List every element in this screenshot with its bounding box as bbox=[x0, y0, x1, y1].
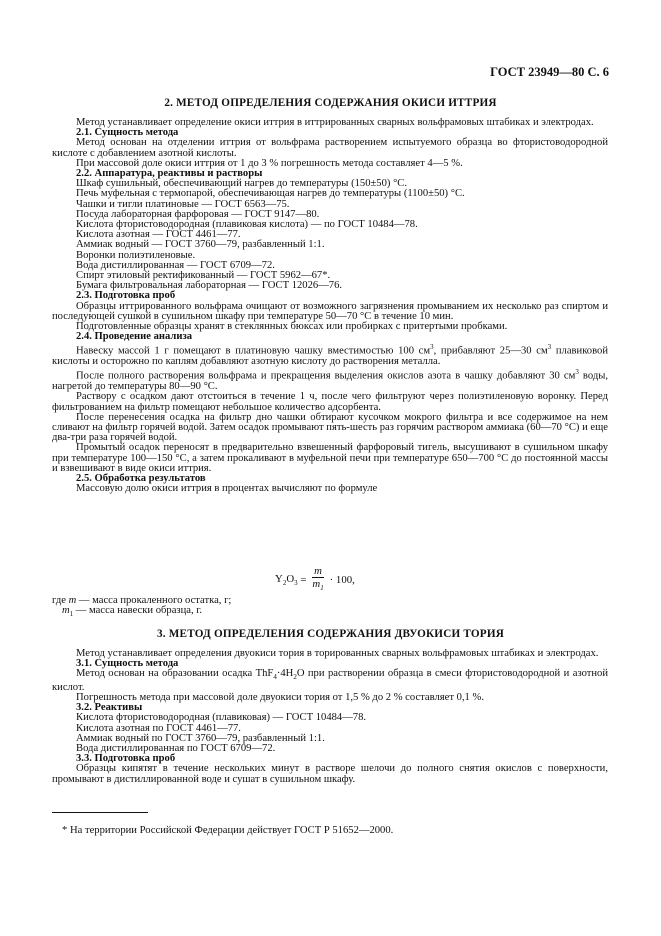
footnote: * На территории Российской Федерации действует ГОСТ Р 51652—2000. bbox=[62, 825, 394, 836]
subsection-3-1-title: 3.1. Сущность метода bbox=[76, 658, 179, 670]
paragraph: Метод основан на отделении иттрия от вольфрама растворением испытуемого образца во фтористоводородной кислоте с добавлением азотной кислоты. bbox=[52, 137, 608, 159]
subsection-3-2-title: 3.2. Реактивы bbox=[76, 702, 143, 714]
paragraph: Образцы иттрированного вольфрама очищают от возможного загрязнения промыванием их несколько раз спиртом и последующей сушкой в сушильном шкафу при температуре 50—70 °С в течение 10 мин. bbox=[52, 300, 608, 322]
text: плавиковой кислоты и осторожно по каплям добавляют азотную кислоту до растворения металла. bbox=[52, 346, 608, 368]
formula-expression bbox=[275, 565, 355, 594]
list-item: Шкаф сушильный, обеспечивающий нагрев до температуры (150±50) °С. bbox=[76, 178, 408, 190]
subsection-2-5-title: 2.5. Обработка результатов bbox=[76, 472, 206, 484]
subscript: 3 bbox=[294, 578, 298, 587]
paragraph: После перенесения осадка на фильтр дно чашки обтирают кусочком мокрого фильтра и все содержимое на нем сливают на фильтр горячей водой. Затем осадок промывают пять-шесть раз горячим раствором аммиака (60—70 °С) и еще два-три раза горячей водой. bbox=[52, 411, 608, 444]
text: Метод основан на образовании осадка ThF bbox=[76, 668, 274, 680]
formula-tail: · 100, bbox=[326, 573, 355, 586]
denominator bbox=[312, 578, 323, 594]
list-item: Бумага фильтровальная лабораторная — ГОСТ 12026—76. bbox=[76, 280, 343, 292]
superscript: 3 bbox=[430, 343, 434, 352]
text: где bbox=[52, 595, 69, 606]
text: — масса прокаленного остатка, г; bbox=[76, 595, 232, 606]
numerator: m bbox=[314, 565, 322, 577]
paragraph: Массовую долю окиси иттрия в процентах вычисляют по формуле bbox=[76, 483, 378, 495]
subsection-2-4-title: 2.4. Проведение анализа bbox=[76, 331, 192, 343]
list-item: Вода дистиллированная — ГОСТ 6709—72. bbox=[76, 259, 275, 271]
footnote-divider bbox=[52, 812, 148, 813]
text: O bbox=[286, 572, 295, 585]
section-2-intro: Метод устанавливает определение окиси иттрия в иттрированных сварных вольфрамовых штабиках и электродах. bbox=[76, 117, 594, 128]
section-2-title: 2. МЕТОД ОПРЕДЕЛЕНИЯ СОДЕРЖАНИЯ ОКИСИ ИТТРИЯ bbox=[164, 97, 497, 109]
text: После полного растворения вольфрама и прекращения выделения окислов азота в чашку добавляют 30 см bbox=[76, 370, 576, 382]
text: Y bbox=[275, 572, 283, 585]
list-item: Кислота фтористоводородная (плавиковая) — ГОСТ 10484—78. bbox=[76, 712, 367, 724]
list-item: Чашки и тигли платиновые — ГОСТ 6563—75. bbox=[76, 198, 290, 210]
list-item: Спирт этиловый ректификованный — ГОСТ 5962—67*. bbox=[76, 270, 331, 282]
section-2-body bbox=[52, 118, 608, 494]
formula-lhs bbox=[275, 573, 298, 587]
subsection-2-2-title: 2.2. Аппаратура, реактивы и растворы bbox=[76, 168, 263, 180]
subsection-3-3-title: 3.3. Подготовка проб bbox=[76, 753, 176, 765]
fraction bbox=[312, 565, 324, 594]
text: — масса навески образца, г. bbox=[73, 605, 203, 617]
subscript: 4 bbox=[273, 673, 277, 682]
subscript: 2 bbox=[282, 578, 287, 587]
paragraph: Раствору с осадком дают отстоиться в течение 1 ч, после чего фильтруют через полиэтиленовую воронку. Перед фильтрованием на фильтр помещают небольшое количество адсорбента. bbox=[52, 391, 608, 413]
subscript: 1 bbox=[69, 610, 74, 619]
subsection-2-1-title: 2.1. Сущность метода bbox=[76, 127, 179, 139]
superscript: 3 bbox=[575, 368, 579, 377]
superscript: 3 bbox=[547, 343, 552, 352]
paragraph: Погрешность метода при массовой доле двуокиси тория от 1,5 % до 2 % составляет 0,1 %. bbox=[76, 691, 484, 703]
legend-line bbox=[52, 606, 608, 619]
section-3-body bbox=[52, 649, 608, 785]
text: воды, нагретой до температуры 80—90 °С. bbox=[52, 370, 609, 393]
section-3-title: 3. МЕТОД ОПРЕДЕЛЕНИЯ СОДЕРЖАНИЯ ДВУОКИСИ ТОРИЯ bbox=[156, 628, 505, 640]
formula-legend bbox=[52, 596, 608, 620]
list-item: Вода дистиллированная по ГОСТ 6709—72. bbox=[76, 742, 276, 754]
section-3-intro: Метод устанавливает определения двуокиси тория в торированных сварных вольфрамовых штабиках и электродах. bbox=[76, 648, 599, 659]
paragraph: При массовой доле окиси иттрия от 1 до 3 % погрешность метода составляет 4—5 %. bbox=[76, 157, 463, 169]
paragraph: Образцы кипятят в течение нескольких минут в растворе шелочи до полного снятия окислов с поверхности, промывают в дистиллированной воде и сушат в сушильном шкафу. bbox=[52, 763, 608, 785]
list-item: Аммиак водный — ГОСТ 3760—79, разбавленный 1:1. bbox=[76, 239, 325, 251]
variable: m bbox=[68, 595, 77, 606]
list-item: Кислота фтористоводородная (плавиковая кислота) — по ГОСТ 10484—78. bbox=[76, 219, 418, 231]
text: Навеску массой 1 г помещают в платиновую чашку вместимостью 100 см bbox=[76, 346, 431, 357]
list-item: Кислота азотная по ГОСТ 4461—77. bbox=[76, 722, 241, 734]
text: , прибавляют 25—30 см bbox=[433, 346, 548, 357]
subsection-2-3-title: 2.3. Подготовка проб bbox=[76, 290, 176, 302]
paragraph bbox=[52, 367, 608, 392]
paragraph: Подготовленные образцы хранят в стеклянных бюксах или пробирках с притертыми пробками. bbox=[76, 321, 508, 333]
list-item: Кислота азотная — ГОСТ 4461—77. bbox=[76, 229, 241, 241]
list-item: Аммиак водный по ГОСТ 3760—79, разбавленный 1:1. bbox=[76, 732, 325, 744]
list-item: Воронки полиэтиленовые. bbox=[76, 249, 196, 261]
variable: m bbox=[62, 605, 70, 617]
list-item: Посуда лабораторная фарфоровая — ГОСТ 9147—80. bbox=[76, 208, 320, 220]
paragraph bbox=[52, 669, 608, 693]
subscript: 1 bbox=[320, 584, 324, 593]
page-header: ГОСТ 23949—80 С. 6 bbox=[490, 65, 609, 79]
formula bbox=[0, 563, 661, 593]
text: O при растворении образца в смеси фтористоводородной и азотной кислот. bbox=[52, 668, 608, 693]
text: ·4H bbox=[276, 668, 294, 680]
text: m bbox=[312, 578, 321, 590]
subscript: 2 bbox=[293, 673, 297, 682]
list-item: Печь муфельная с термопарой, обеспечивающая нагрев до температуры (1100±50) °С. bbox=[76, 188, 465, 200]
equals-sign: = bbox=[297, 573, 310, 586]
paragraph bbox=[52, 342, 608, 367]
paragraph: Промытый осадок переносят в предварительно взвешенный фарфоровый тигель, высушивают в сушильном шкафу при температуре 100—150 °С, а затем прокаливают в муфельной печи при температуре 650—700 °С до постоянной массы и взвешивают в виде окиси иттрия. bbox=[52, 442, 608, 474]
